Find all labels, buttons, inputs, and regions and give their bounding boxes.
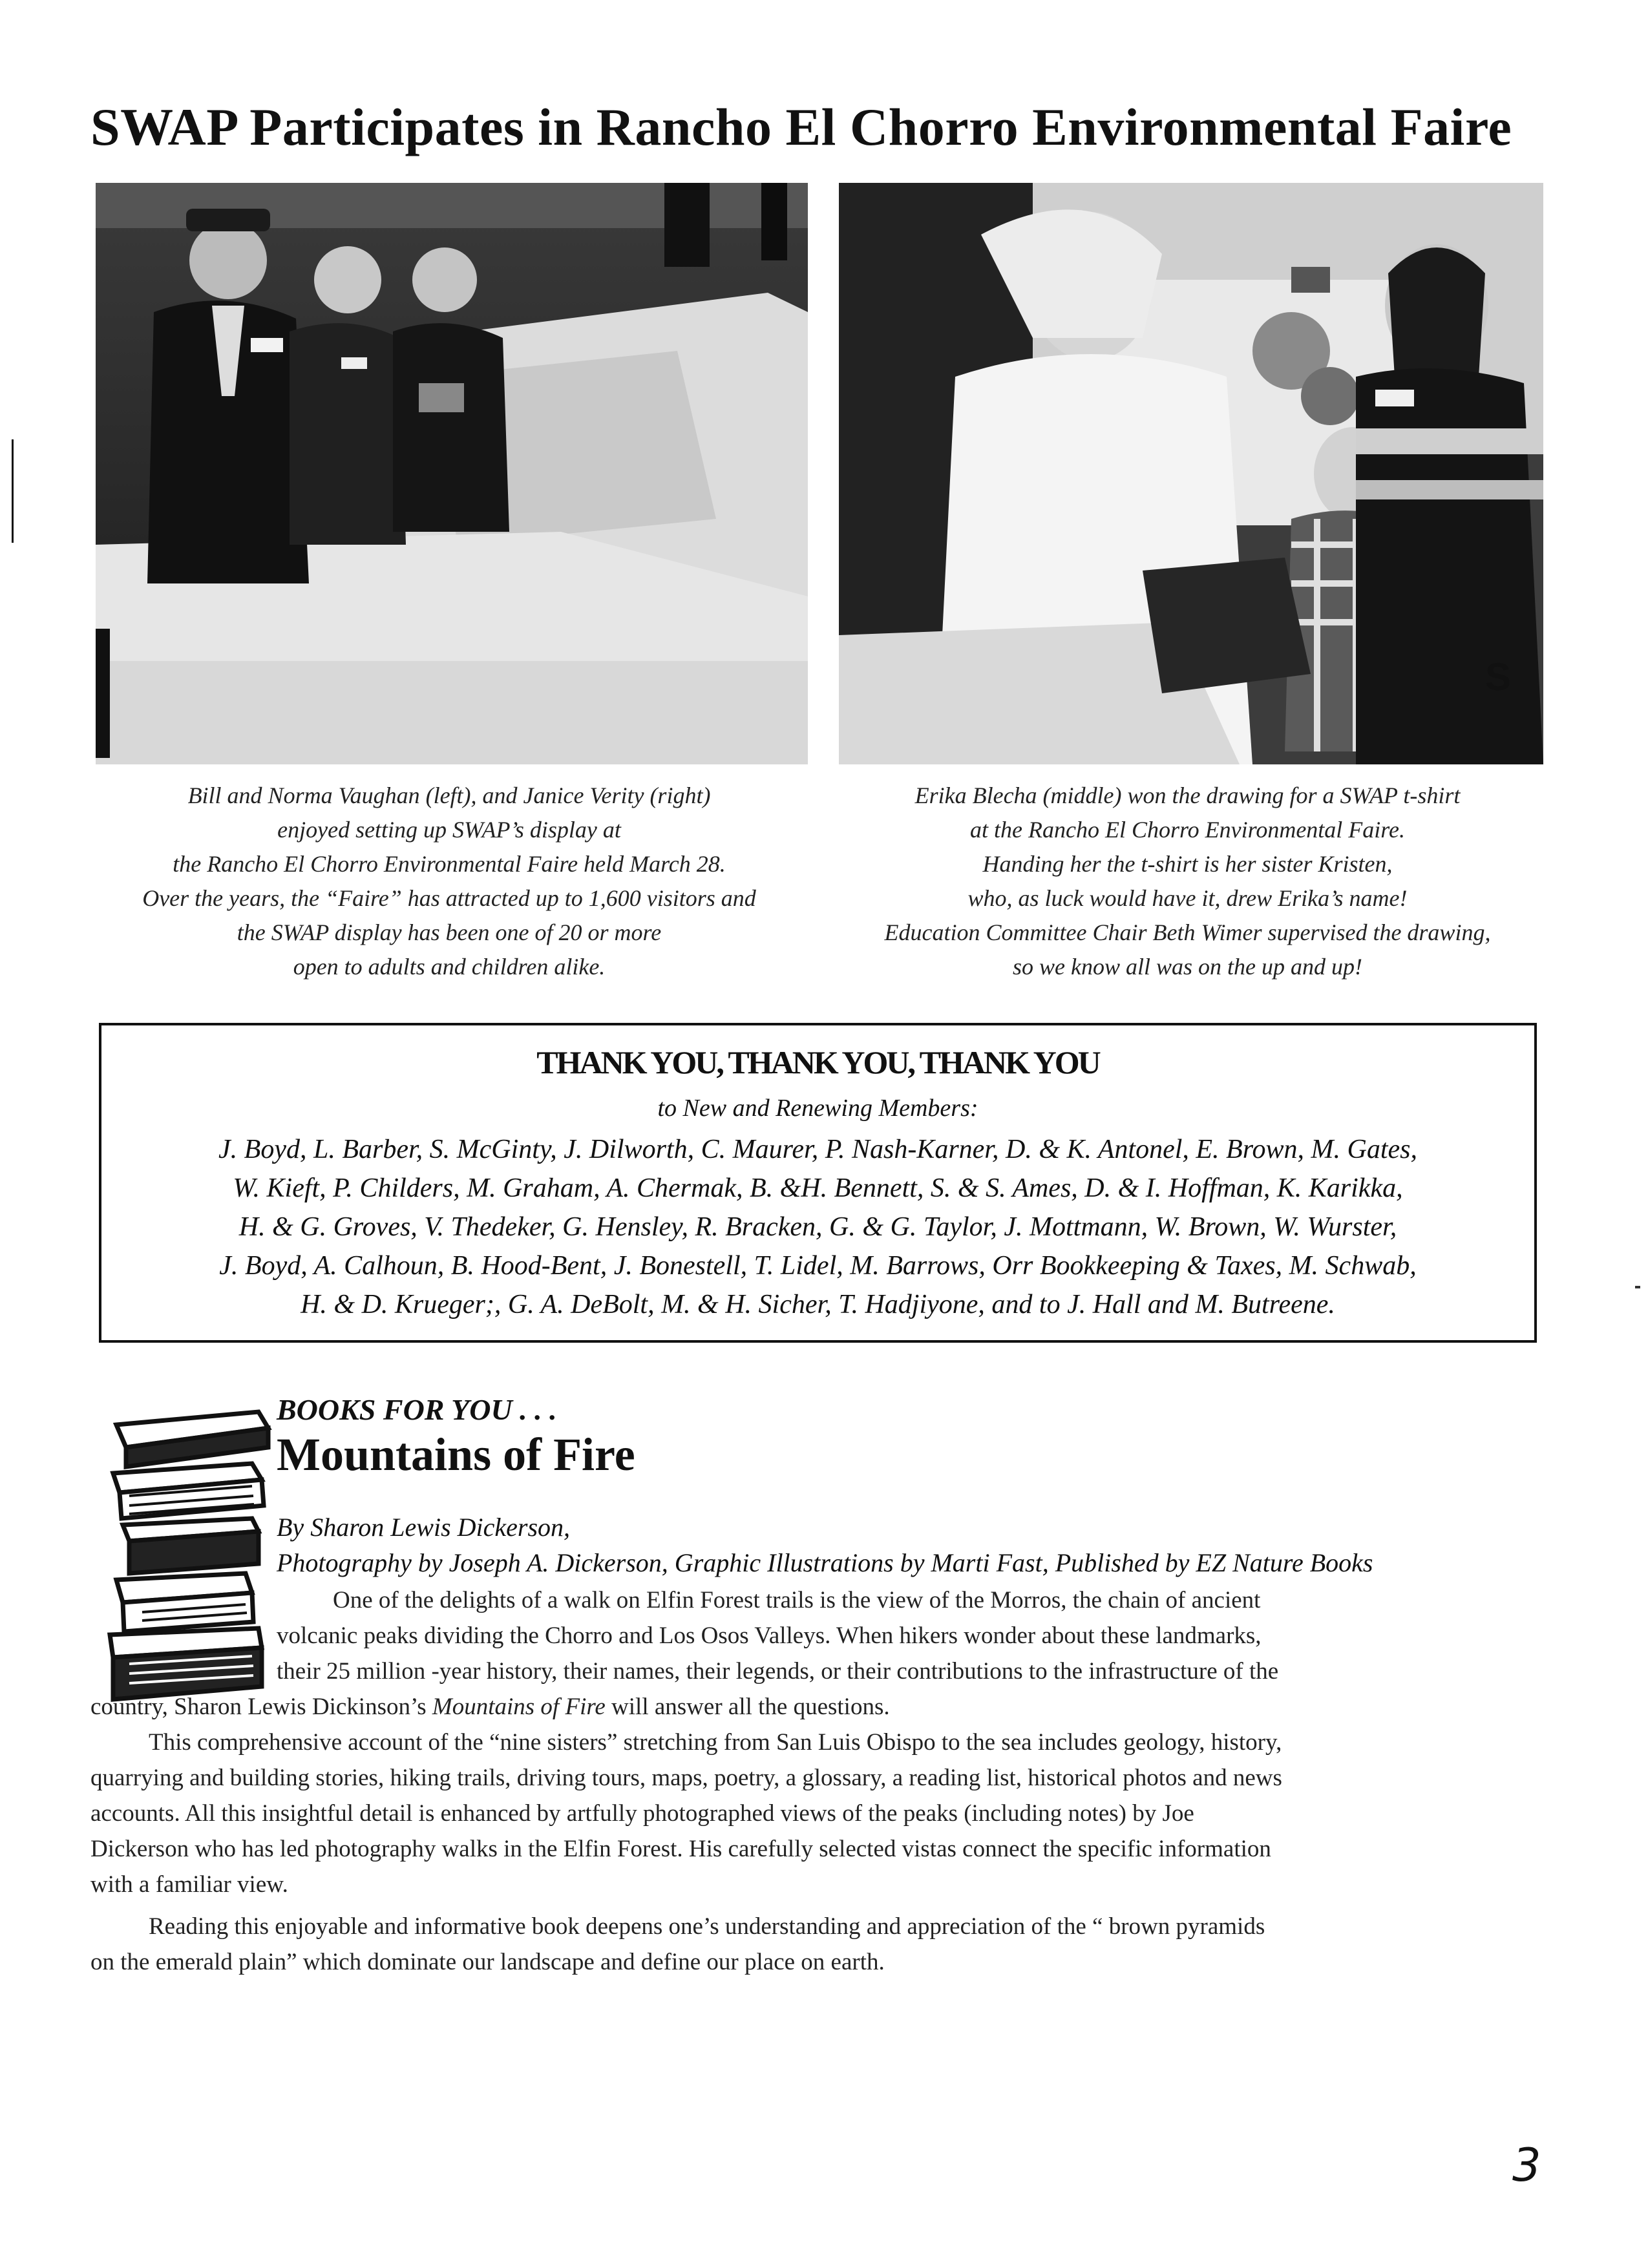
caption-left bbox=[90, 779, 808, 984]
caption-right-line: so we know all was on the up and up! bbox=[1013, 954, 1362, 980]
member-names-line: H. & D. Krueger;, G. A. DeBolt, M. & H. Sicher, T. Hadjiyone, and to J. Hall and M. Butreene. bbox=[301, 1290, 1335, 1319]
review-line: with a familiar view. bbox=[90, 1871, 288, 1898]
photo-swap-display-volunteers bbox=[96, 183, 808, 764]
book-title: Mountains of Fire bbox=[277, 1429, 635, 1480]
caption-right-line: at the Rancho El Chorro Environmental Faire. bbox=[970, 817, 1405, 843]
margin-mark bbox=[12, 439, 14, 543]
thank-you-subtitle: to New and Renewing Members: bbox=[657, 1095, 978, 1122]
page-headline: SWAP Participates in Rancho El Chorro Environmental Faire bbox=[90, 98, 1512, 156]
photo-right-image bbox=[839, 183, 1543, 764]
review-line: One of the delights of a walk on Elfin Forest trails is the view of the Morros, the chain of ancient bbox=[333, 1587, 1261, 1613]
review-line: quarrying and building stories, hiking trails, driving tours, maps, poetry, a glossary, a reading list, historical photos and news bbox=[90, 1765, 1282, 1791]
review-line: country, Sharon Lewis Dickinson’s Mountains of Fire will answer all the questions. bbox=[90, 1694, 890, 1720]
review-line: on the emerald plain” which dominate our landscape and define our place on earth. bbox=[90, 1949, 885, 1975]
review-line: accounts. All this insightful detail is enhanced by artfully photographed views of the peaks (including notes) by Joe bbox=[90, 1800, 1194, 1827]
caption-left-line: the Rancho El Chorro Environmental Faire held March 28. bbox=[173, 851, 726, 877]
photo-left-image bbox=[96, 183, 808, 764]
caption-left-line: Bill and Norma Vaughan (left), and Janice Verity (right) bbox=[187, 782, 711, 808]
member-names-line: J. Boyd, A. Calhoun, B. Hood-Bent, J. Bonestell, T. Lidel, M. Barrows, Orr Bookkeeping & Taxes, M. Schwab, bbox=[219, 1251, 1417, 1281]
review-line: This comprehensive account of the “nine sisters” stretching from San Luis Obispo to the sea includes geology, history, bbox=[149, 1729, 1282, 1756]
member-names-line: J. Boyd, L. Barber, S. McGinty, J. Dilworth, C. Maurer, P. Nash-Karner, D. & K. Antonel, E. Brown, M. Gates, bbox=[218, 1135, 1417, 1164]
caption-right bbox=[830, 779, 1545, 984]
review-line: Reading this enjoyable and informative book deepens one’s understanding and appreciation of the “ brown pyramids bbox=[149, 1913, 1265, 1940]
review-line: volcanic peaks dividing the Chorro and Los Osos Valleys. When hikers wonder about these landmarks, bbox=[277, 1622, 1262, 1649]
book-credits-byline: Photography by Joseph A. Dickerson, Graphic Illustrations by Marti Fast, Published by EZ Nature Books bbox=[277, 1548, 1373, 1577]
member-names-line: H. & G. Groves, V. Thedeker, G. Hensley, R. Bracken, G. & G. Taylor, J. Mottmann, W. Brown, W. Wurster, bbox=[238, 1212, 1397, 1242]
member-names-line: W. Kieft, P. Childers, M. Graham, A. Chermak, B. &H. Bennett, S. & S. Ames, D. & I. Hoffman, K. Karikka, bbox=[233, 1173, 1403, 1203]
caption-left-line: open to adults and children alike. bbox=[293, 954, 606, 980]
caption-right-line: Education Committee Chair Beth Wimer supervised the drawing, bbox=[884, 919, 1491, 945]
book-stack-illustration bbox=[103, 1399, 278, 1709]
review-book-title: Mountains of Fire bbox=[432, 1694, 606, 1720]
caption-left-line: the SWAP display has been one of 20 or more bbox=[237, 919, 662, 945]
caption-right-line: Erika Blecha (middle) won the drawing for a SWAP t-shirt bbox=[914, 782, 1461, 808]
review-line: Dickerson who has led photography walks in the Elfin Forest. His carefully selected vistas connect the specific information bbox=[90, 1836, 1271, 1862]
caption-right-line: who, as luck would have it, drew Erika’s name! bbox=[967, 885, 1408, 911]
thank-you-title: THANK YOU, THANK YOU, THANK YOU bbox=[536, 1044, 1099, 1080]
photo-right-sign-text: S bbox=[1485, 655, 1512, 698]
review-line: their 25 million -year history, their names, their legends, or their contributions to the infrastructure of the bbox=[277, 1658, 1279, 1685]
photo-tshirt-drawing bbox=[839, 183, 1543, 764]
caption-left-line: enjoyed setting up SWAP’s display at bbox=[277, 817, 621, 843]
caption-right-line: Handing her the t-shirt is her sister Kristen, bbox=[982, 851, 1393, 877]
book-author-byline: By Sharon Lewis Dickerson, bbox=[277, 1513, 571, 1542]
page-number: 3 bbox=[1512, 2139, 1541, 2192]
caption-left-line: Over the years, the “Faire” has attracted up to 1,600 visitors and bbox=[142, 885, 756, 911]
books-section-kicker: BOOKS FOR YOU . . . bbox=[277, 1393, 557, 1426]
edge-mark bbox=[1635, 1286, 1640, 1288]
